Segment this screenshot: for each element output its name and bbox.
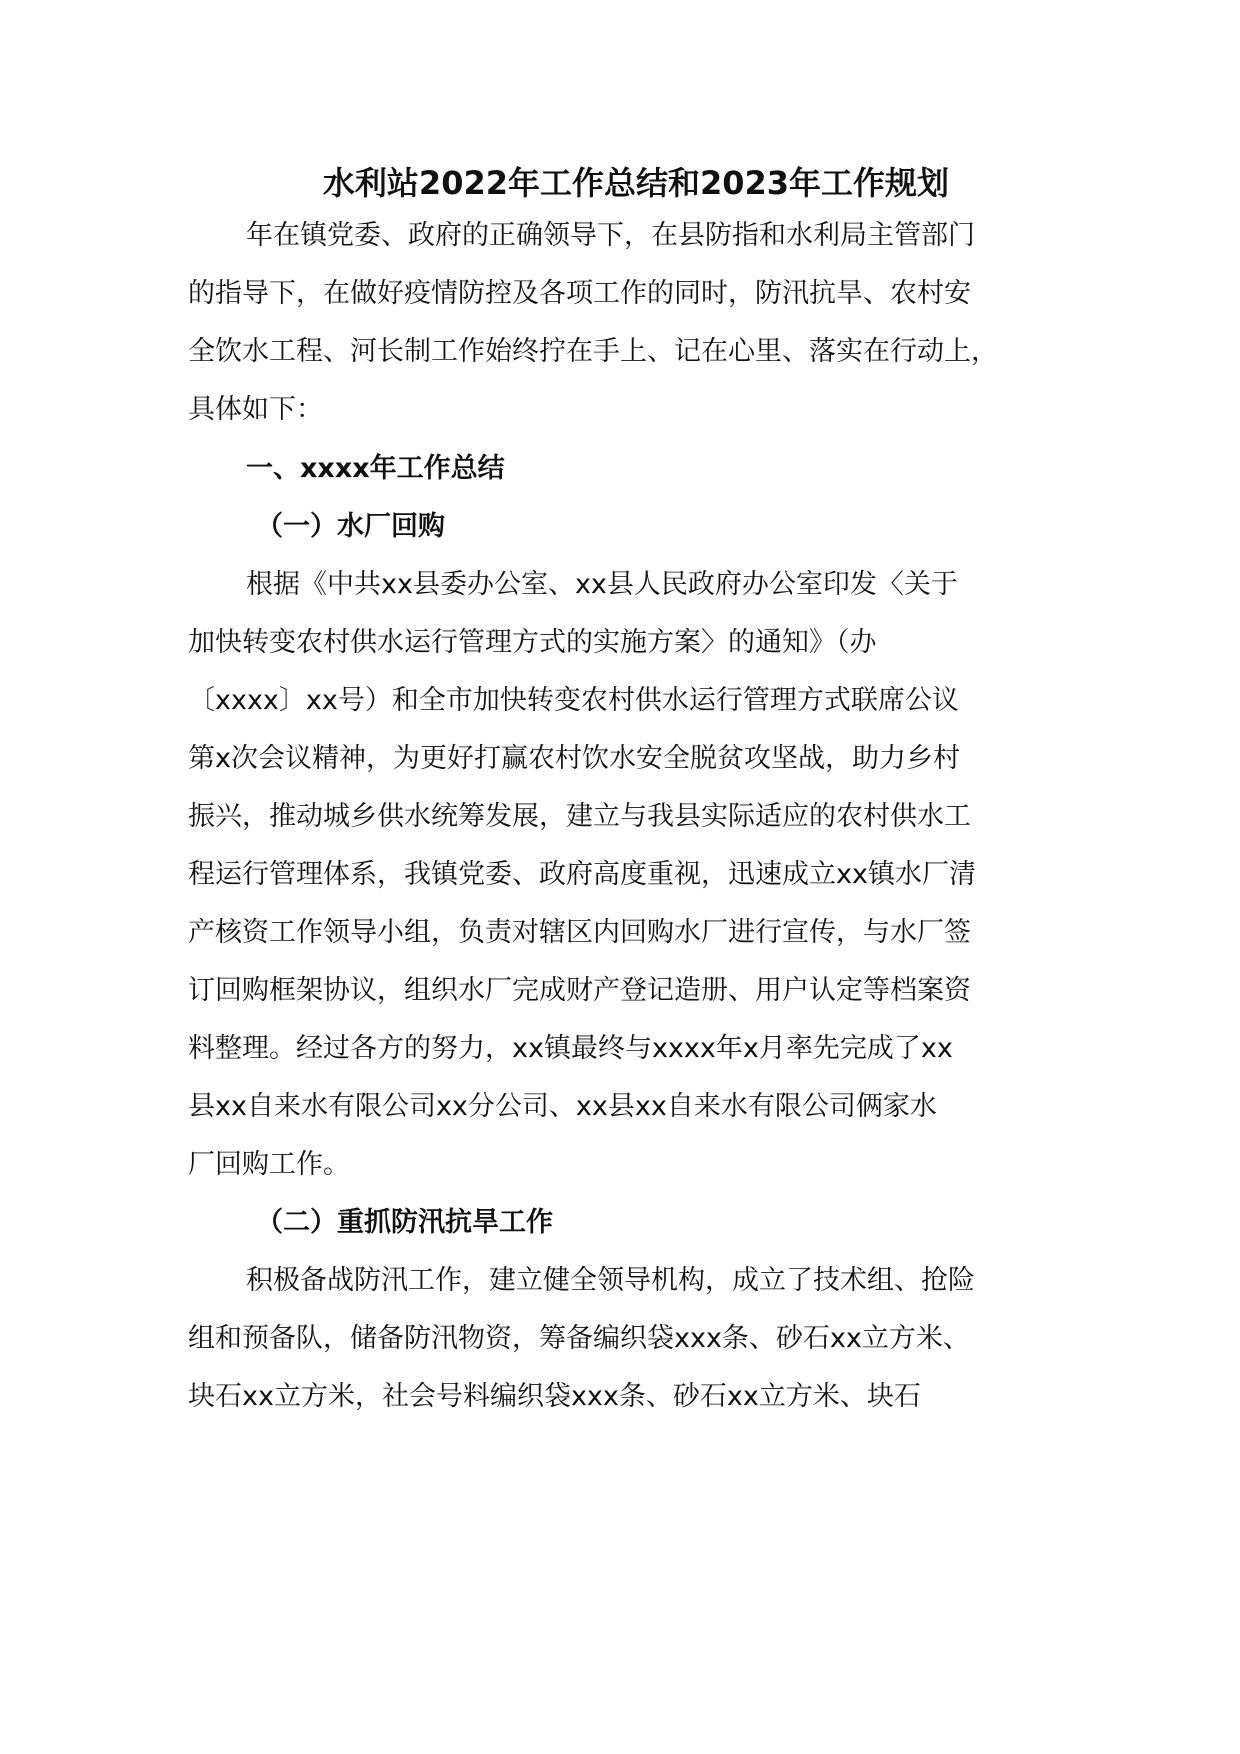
sub1-line-3: 〔xxxx〕xx号）和全市加快转变农村供水运行管理方式联席公议 [188,685,959,716]
sub2-line-1: 积极备战防汛工作，建立健全领导机构，成立了技术组、抢险 [246,1265,975,1296]
sub2-line-2: 组和预备队，储备防汛物资，筹备编织袋xxx条、砂石xx立方米、 [188,1323,970,1354]
sub1-line-5: 振兴，推动城乡供水统筹发展，建立与我县实际适应的农村供水工 [188,801,971,832]
sub1-line-9: 料整理。经过各方的努力，xx镇最终与xxxx年x月率先完成了xx [188,1033,953,1064]
sub1-line-6: 程运行管理体系，我镇党委、政府高度重视，迅速成立xx镇水厂清 [188,859,976,890]
document-title: 水利站2022年工作总结和2023年工作规划 [322,164,950,202]
section-heading-1: 一、xxxx年工作总结 [246,453,505,484]
intro-line-4: 具体如下： [188,394,323,425]
sub1-line-1: 根据《中共xx县委办公室、xx县人民政府办公室印发〈关于 [246,569,958,600]
subsection-heading-1: （一）水厂回购 [256,511,445,542]
sub1-line-4: 第x次会议精神，为更好打赢农村饮水安全脱贫攻坚战，助力乡村 [188,743,960,774]
sub1-line-11: 厂回购工作。 [188,1149,350,1180]
sub1-line-8: 订回购框架协议，组织水厂完成财产登记造册、用户认定等档案资 [188,975,971,1006]
intro-line-3: 全饮水工程、河长制工作始终拧在手上、记在心里、落实在行动上， [188,336,998,367]
sub2-line-3: 块石xx立方米，社会号料编织袋xxx条、砂石xx立方米、块石 [188,1381,921,1412]
sub1-line-10: 县xx自来水有限公司xx分公司、xx县xx自来水有限公司俩家水 [188,1091,937,1122]
sub1-line-2: 加快转变农村供水运行管理方式的实施方案〉的通知》（办 [188,627,877,658]
sub1-line-7: 产核资工作领导小组，负责对辖区内回购水厂进行宣传，与水厂签 [188,917,971,948]
subsection-heading-2: （二）重抓防汛抗旱工作 [256,1207,553,1238]
intro-line-2: 的指导下，在做好疫情防控及各项工作的同时，防汛抗旱、农村安 [188,278,971,309]
intro-line-1: 年在镇党委、政府的正确领导下，在县防指和水利局主管部门 [246,220,975,251]
